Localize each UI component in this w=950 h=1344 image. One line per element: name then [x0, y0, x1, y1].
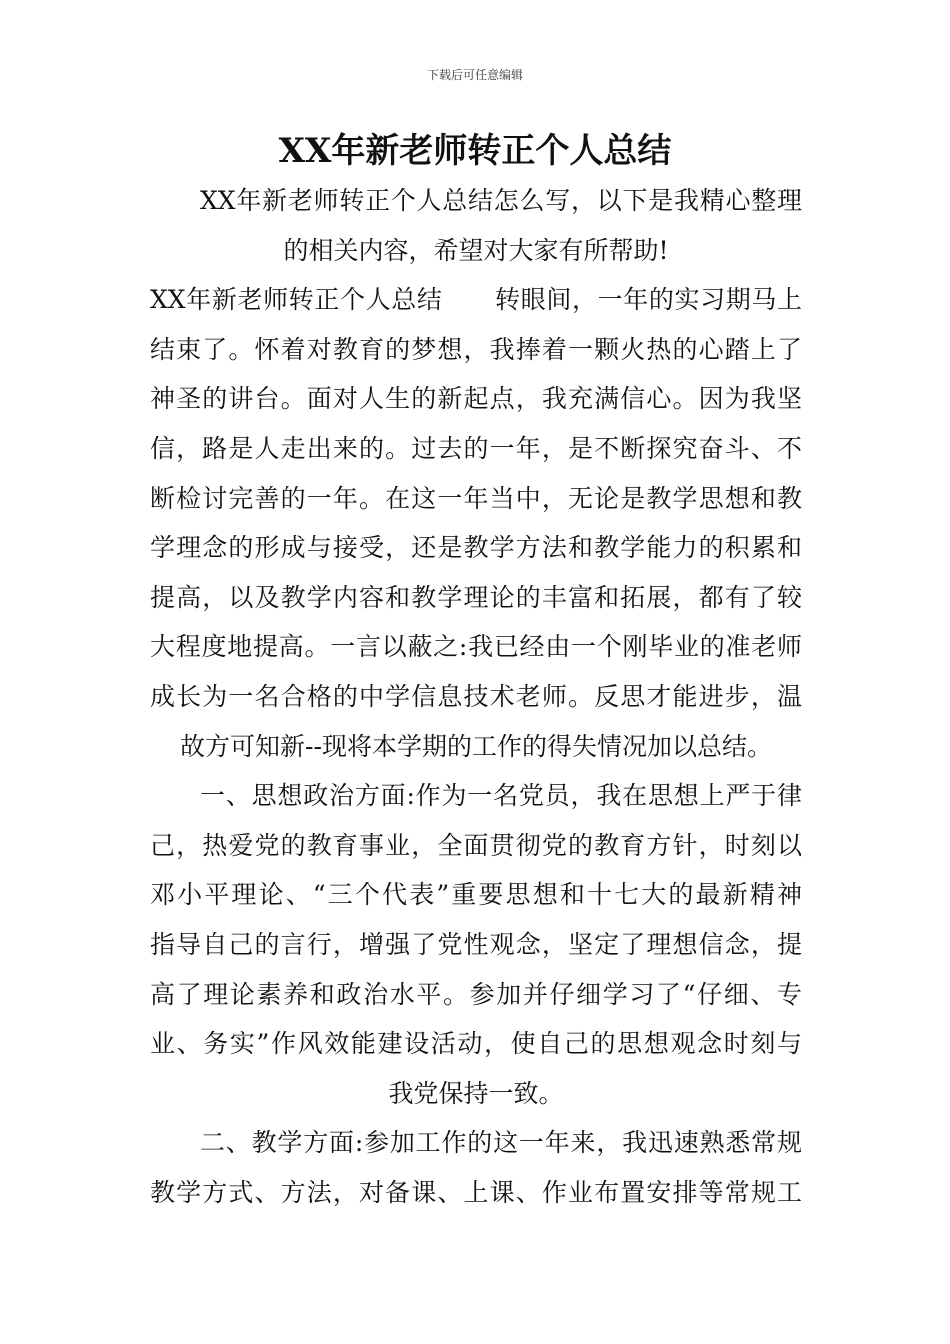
document-title: XX年新老师转正个人总结 [278, 131, 672, 171]
paragraph-2-line: 业、务实”作风效能建设活动，使自己的思想观念时刻与 [150, 1029, 802, 1059]
paragraph-2-line: 邓小平理论、“三个代表”重要思想和十七大的最新精神 [150, 880, 802, 910]
intro-line-2: 的相关内容，希望对大家有所帮助! [283, 235, 669, 265]
paragraph-2-line: 一、思想政治方面:作为一名党员，我在思想上严于律 [200, 781, 802, 811]
paragraph-1-line: 神圣的讲台。面对人生的新起点，我充满信心。因为我坚 [150, 384, 802, 414]
paragraph-2-last-line: 我党保持一致。 [388, 1078, 564, 1108]
intro-line-1: XX年新老师转正个人总结怎么写，以下是我精心整理 [200, 186, 802, 215]
paragraph-1-line: 信，路是人走出来的。过去的一年，是不断探究奋斗、不 [150, 433, 802, 463]
paragraph-1-line: 成长为一名合格的中学信息技术老师。反思才能进步，温 [150, 681, 802, 711]
paragraph-2-line: 己，热爱党的教育事业，全面贯彻党的教育方针，时刻以 [150, 830, 802, 860]
paragraph-1-line: 学理念的形成与接受，还是教学方法和教学能力的积累和 [150, 533, 802, 563]
paragraph-2-line: 高了理论素养和政治水平。参加并仔细学习了“仔细、专 [150, 979, 802, 1009]
paragraph-3-line: 二、教学方面:参加工作的这一年来，我迅速熟悉常规 [200, 1128, 802, 1158]
paragraph-1-line: 提高，以及教学内容和教学理论的丰富和拓展，都有了较 [150, 582, 802, 612]
paragraph-1-last-line: 故方可知新--现将本学期的工作的得失情况加以总结。 [180, 731, 772, 761]
paragraph-1-line: 断检讨完善的一年。在这一年当中，无论是教学思想和教 [150, 483, 802, 513]
paragraph-1-line: 大程度地提高。一言以蔽之:我已经由一个刚毕业的准老师 [150, 632, 802, 662]
body-first-line-lead: XX年新老师转正个人总结 [150, 285, 443, 315]
header-note: 下载后可任意编辑 [426, 68, 523, 82]
paragraph-1-line: 结束了。怀着对教育的梦想，我捧着一颗火热的心踏上了 [150, 334, 802, 364]
body-first-line-rest: 转眼间，一年的实习期马上 [494, 285, 802, 315]
document-body [150, 176, 802, 1217]
paragraph-2-line: 指导自己的言行，增强了党性观念，坚定了理想信念，提 [150, 929, 802, 959]
paragraph-3-line: 教学方式、方法，对备课、上课、作业布置安排等常规工 [150, 1177, 802, 1207]
body-first-line [150, 275, 802, 325]
